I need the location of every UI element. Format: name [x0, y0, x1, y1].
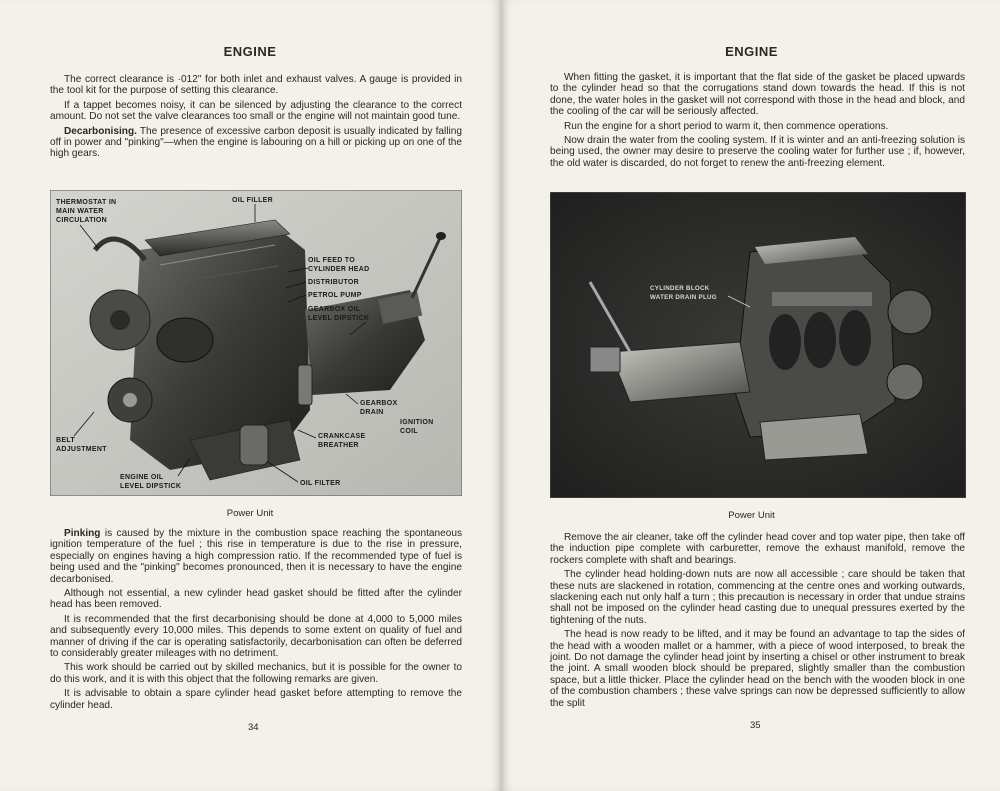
- svg-text:LEVEL DIPSTICK: LEVEL DIPSTICK: [308, 315, 370, 322]
- page-number: 35: [750, 720, 761, 731]
- paragraph: If a tappet becomes noisy, it can be silenced by adjusting the clearance to the correct amount. Do not set the valve clearances too small or the engine will not maintain good tune.: [50, 99, 462, 123]
- paragraph: Remove the air cleaner, take off the cylinder head cover and top water pipe, then take off the induction pipe complete with carburetter, remove the exhaust manifold, remove the rockers complete with shaft and bearings.: [550, 532, 965, 566]
- svg-text:COIL: COIL: [400, 428, 418, 435]
- svg-text:IGNITION: IGNITION: [400, 419, 434, 426]
- svg-text:BELT: BELT: [56, 437, 75, 444]
- svg-text:ADJUSTMENT: ADJUSTMENT: [56, 446, 107, 453]
- paragraph: [50, 126, 462, 160]
- label-line: CIRCULATION: [56, 217, 107, 224]
- body-text: [550, 532, 965, 712]
- body-text: [50, 528, 462, 714]
- page-heading: ENGINE: [223, 44, 277, 59]
- paragraph-lead: Pinking: [64, 528, 101, 539]
- label-line: THERMOSTAT IN: [56, 199, 117, 206]
- paragraph: It is recommended that the first decarbonising should be done at 4,000 to 5,000 miles and subsequently every 10,000 miles. This depends to some extent on quality of fuel and manner of driving if the car is operating satisfactorily, decarbonisation can often be deferred to considerably greater mileages with no detriment.: [50, 613, 462, 660]
- svg-text:WATER DRAIN PLUG: WATER DRAIN PLUG: [650, 294, 717, 301]
- svg-text:BREATHER: BREATHER: [318, 442, 359, 449]
- svg-text:OIL FEED TO: OIL FEED TO: [308, 257, 355, 264]
- intro-text: [550, 72, 965, 172]
- svg-text:OIL FILTER: OIL FILTER: [300, 480, 341, 487]
- paragraph: The cylinder head holding-down nuts are now all accessible ; care should be taken that these nuts are slackened in rotation, commencing at the centre ones and working outwards, slackening each nut only half a turn ; this precaution is necessary in order that undue strains shall not be imposed on the cylinder head casting due to unequal pressures exerted by the tightening of the nuts.: [550, 569, 965, 626]
- power-unit-photo: [550, 192, 966, 498]
- svg-text:ENGINE OIL: ENGINE OIL: [120, 474, 164, 481]
- intro-text: [50, 74, 462, 163]
- label-line: MAIN WATER: [56, 208, 104, 215]
- svg-text:LEVEL DIPSTICK: LEVEL DIPSTICK: [120, 483, 182, 490]
- paragraph-rest: is caused by the mixture in the combustion space reaching the spontaneous ignition temperature of the fuel ; this rise in temperature is due to the rise in pressure, especially on engines having a high compression ratio. If the recommended type of fuel is being used and the "pinking" becomes pronounced, then it is necessary to have the engine decarbonised.: [50, 528, 462, 585]
- engine-cutaway-illustration: [550, 192, 966, 498]
- svg-text:CYLINDER HEAD: CYLINDER HEAD: [308, 266, 370, 273]
- page-number: 34: [248, 722, 259, 733]
- paragraph-lead: Decarbonising.: [64, 125, 137, 137]
- paragraph: Run the engine for a short period to warm it, then commence operations.: [564, 120, 889, 132]
- paragraph: When fitting the gasket, it is important that the flat side of the gasket be placed upwards to the cylinder head so that the corrugations stand down towards the head. If this is not done, the water holes in the gasket will not correspond with those in the head and block, and the cooling of the car will be seriously affected.: [550, 72, 965, 118]
- power-unit-photo: [50, 190, 462, 496]
- paragraph: This work should be carried out by skilled mechanics, but it is possible for the owner to do this work, and it is with this object that the following remarks are given.: [50, 662, 462, 685]
- svg-text:GEARBOX: GEARBOX: [360, 400, 398, 407]
- figure-caption: Power Unit: [728, 510, 775, 521]
- paragraph-rest: The presence of excessive carbon deposit is usually indicated by falling off in power and "pinking"—when the engine is labouring on a hill or picking up on one of the high gears.: [50, 125, 462, 160]
- paragraph: The head is now ready to be lifted, and it may be found an advantage to tap the sides of the head with a wooden mallet or a hammer, with a piece of wood interposed, to break the joint. Do not damage the cylinder head joint by inserting a chisel or other instrument to break the joint. A small wooden block should be prepared, slightly smaller than the combustion space, but a little thicker. Place the cylinder head on the bench with the wooden block in one of the combustion chambers ; these valve springs can now be depressed sufficiently to allow the split: [550, 629, 965, 709]
- right-page: [503, 0, 1000, 791]
- engine-illustration: [50, 190, 462, 496]
- page-heading: ENGINE: [725, 44, 778, 59]
- svg-text:CYLINDER BLOCK: CYLINDER BLOCK: [650, 285, 710, 292]
- figure-caption: Power Unit: [226, 508, 274, 519]
- paragraph: Although not essential, a new cylinder head gasket should be fitted after the cylinder head has been removed.: [50, 588, 462, 611]
- svg-text:DRAIN: DRAIN: [360, 409, 384, 416]
- svg-text:PETROL PUMP: PETROL PUMP: [308, 292, 362, 299]
- paragraph: [50, 528, 462, 585]
- paragraph: Now drain the water from the cooling system. If it is winter and an anti-freezing solution is being used, the owner may desire to preserve the cooling water for further use ; if, however, the old water is discarded, do not forget to renew the anti-freezing element.: [550, 135, 965, 169]
- svg-text:CRANKCASE: CRANKCASE: [318, 433, 366, 440]
- paragraph: It is advisable to obtain a spare cylinder head gasket before attempting to remove the cylinder head.: [50, 688, 462, 711]
- paragraph: The correct clearance is ·012" for both inlet and exhaust valves. A gauge is provided in the tool kit for the purpose of setting this clearance.: [50, 74, 462, 97]
- svg-text:DISTRIBUTOR: DISTRIBUTOR: [308, 279, 360, 286]
- svg-text:GEARBOX OIL: GEARBOX OIL: [308, 306, 361, 313]
- svg-text:OIL FILLER: OIL FILLER: [232, 197, 273, 204]
